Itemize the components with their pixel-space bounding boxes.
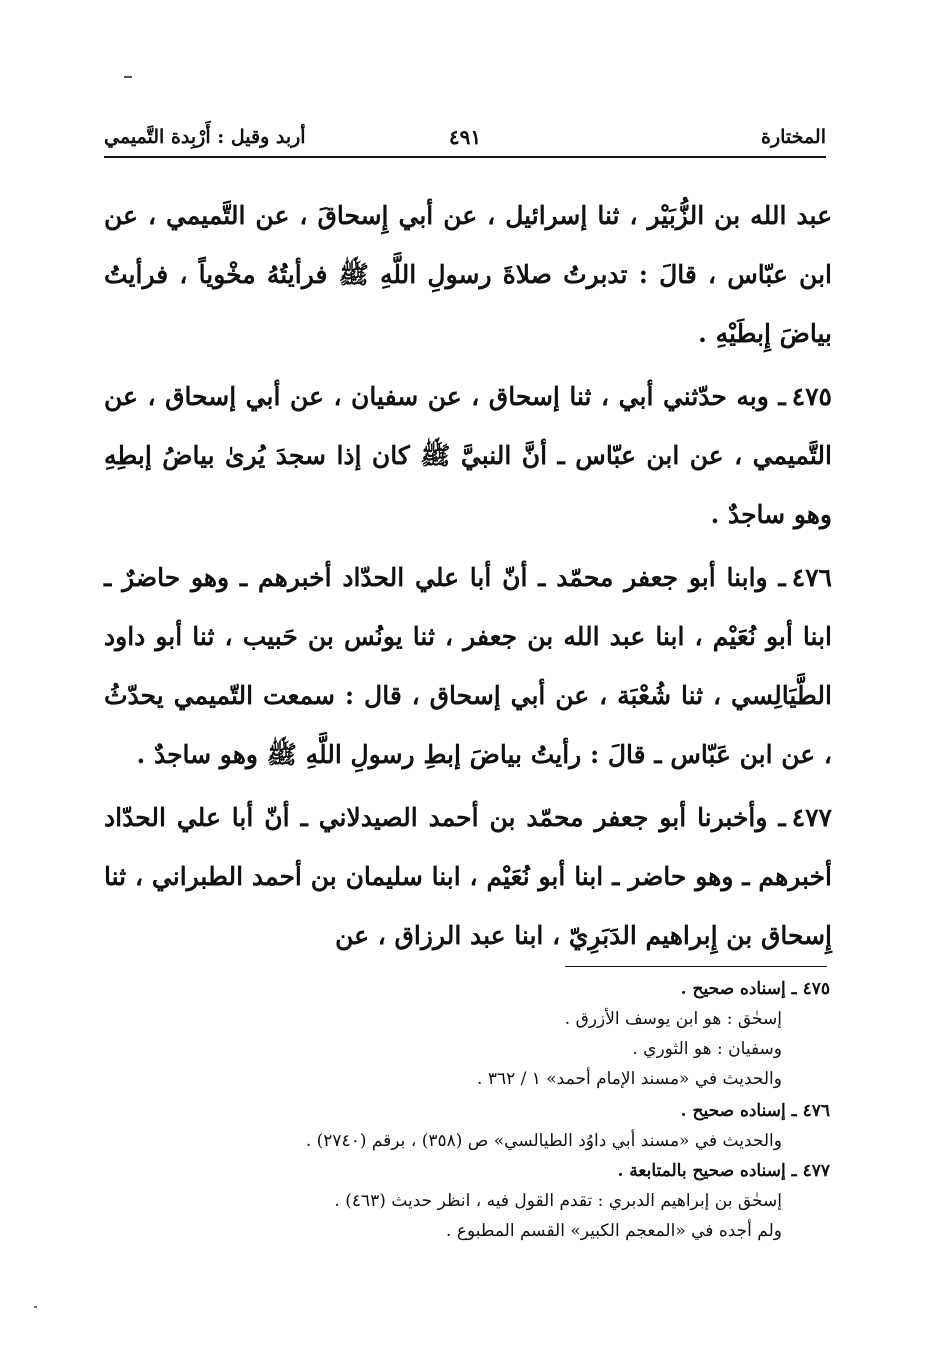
- footnote-number: ٤٧٧: [802, 1161, 830, 1181]
- page-number: ٤٩١: [448, 125, 482, 149]
- footnote-line: والحديث في «مسند الإمام أحمد» ١ / ٣٦٢ .: [477, 1069, 782, 1089]
- hadith-number: ٤٧٦: [791, 563, 832, 592]
- footnotes: [104, 974, 830, 1246]
- hadith-text: ـ وبه حدّثني أبي ، ثنا إسحاق ، عن سفيان ، عن أبي إسحاق ، عن التَّميمي ، عن ابن عبّاس ـ أنَّ النبيَّ ﷺ كان إذا سجدَ يُرىٰ بياضُ إبطِهِ وهو ساجدٌ .: [104, 382, 832, 529]
- hadith-476: [104, 548, 832, 784]
- footnote-number: ٤٧٥: [802, 979, 830, 999]
- main-text: [104, 186, 832, 969]
- stray-ink-mark: [124, 76, 132, 78]
- footnote-text: ـ إسناده صحيح .: [680, 979, 797, 999]
- paragraph-text: عبد الله بن الزُّبَيْر ، ثنا إسرائيل ، عن أبي إِسحاقَ ، عن التَّميمي ، عن ابن عبّاس ، قالَ : تدبرتُ صلاةَ رسولِ اللَّهِ ﷺ فرأيتُهُ مخْوياً ، فرأيتُ بياضَ إِبطَيْهِ .: [104, 201, 832, 348]
- footnote-text: ـ إسناده صحيح بالمتابعة .: [617, 1161, 797, 1181]
- footnote-line: إسحٰق بن إبراهيم الدبري : تقدم القول فيه ، انظر حديث (٤٦٣) .: [334, 1191, 782, 1211]
- paragraph-continuation: [104, 186, 832, 363]
- footnote-line: ولم أجده في «المعجم الكبير» القسم المطبوع .: [446, 1221, 782, 1241]
- footnote-477-head: [104, 1156, 830, 1186]
- footnote-line: إسحٰق : هو ابن يوسف الأزرق .: [564, 1009, 782, 1029]
- running-title: أربد وقيل : أَرْبِدة التَّميمي: [104, 126, 306, 148]
- page-header: [104, 122, 826, 158]
- footnote-number: ٤٧٦: [802, 1101, 830, 1121]
- header-divider: [104, 156, 826, 158]
- footnote-476-head: [104, 1096, 830, 1126]
- hadith-475: [104, 367, 832, 544]
- hadith-number: ٤٧٥: [791, 382, 832, 411]
- footnote-text: ـ إسناده صحيح .: [680, 1101, 797, 1121]
- footnote-divider: [565, 966, 827, 967]
- footnote-line: وسفيان : هو الثوري .: [632, 1039, 782, 1059]
- hadith-number: ٤٧٧: [791, 803, 832, 832]
- hadith-text: ـ وابنا أبو جعفر محمّد ـ أنّ أبا علي الحدّاد أخبرهم ـ وهو حاضرٌ ـ ابنا أبو نُعَيْم ، ابنا عبد الله بن جعفر ، ثنا يونُس بن حَبيب ، ثنا أبو داود الطَّيَالِسي ، ثنا شُعْبَة ، عن أبي إسحاق ، قال : سمعت التّميمي يحدّثُ ، عن ابن عَبّاس ـ قالَ : رأيتُ بياضَ إبطِ رسولِ اللَّهِ ﷺ وهو ساجدٌ .: [104, 563, 832, 769]
- hadith-text: ـ وأخبرنا أبو جعفر محمّد بن أحمد الصيدلاني ـ أنّ أبا علي الحدّاد أخبرهم ـ وهو حاضر ـ ابنا أبو نُعَيْم ، ابنا سليمان بن أحمد الطبراني ، ثنا إِسحاق بن إِبراهيم الدَبَرِيّ ، ابنا عبد الرزاق ، عن: [104, 803, 832, 950]
- book-title: المختارة: [761, 126, 826, 148]
- footnote-475-head: [104, 974, 830, 1004]
- stray-ink-mark: [34, 1306, 37, 1308]
- hadith-477: [104, 788, 832, 965]
- footnote-line: والحديث في «مسند أبي داوُد الطيالسي» ص (٣٥٨) ، برقم (٢٧٤٠) .: [305, 1131, 782, 1151]
